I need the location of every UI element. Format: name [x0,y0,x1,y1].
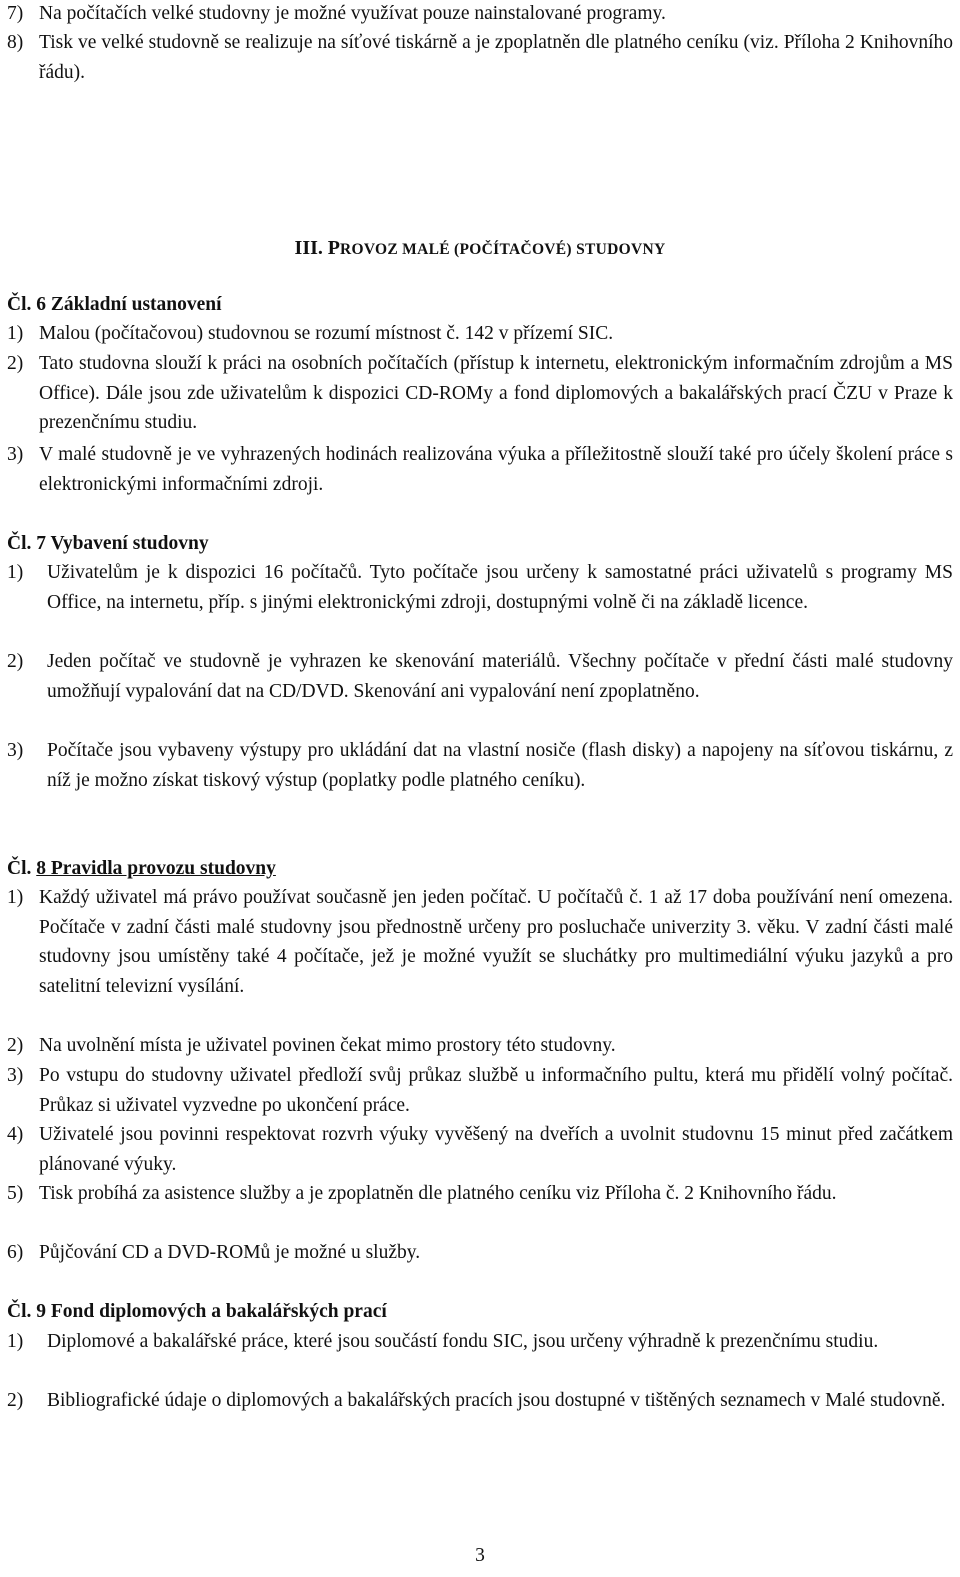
list-item [7,440,953,499]
section-heading [7,290,222,320]
item-number: 1) [7,887,24,908]
list-item [7,736,953,795]
item-text: Každý uživatel má právo používat současně jen jeden počítač. U počítačů č. 1 až 17 doba používání není omezena. Počítače v zadní části malé studovny jsou přednostně určeny pro posluchače univerzity 3. věku. V zadní části malé studovny jsou umístěny také 4 počítače, jež je možné využít se sluchátky pro multimediální výuku jazyků a pro satelitní televizní vysílání. [39,887,953,997]
section-prefix: Čl. [7,1301,32,1322]
section-prefix: Čl. [7,294,32,315]
item-text: Jeden počítač ve studovně je vyhrazen ke skenování materiálů. Všechny počítače v přední části malé studovny umožňují vypalování dat na CD/DVD. Skenování ani vypalování není zpoplatněno. [47,651,953,702]
item-number: 8) [7,32,24,53]
list-item [7,28,953,87]
item-text: Na počítačích velké studovny je možné využívat pouze nainstalované programy. [39,3,666,24]
list-item [7,1386,953,1416]
list-item [7,1238,953,1268]
list-item [7,883,953,1001]
item-number: 2) [7,353,24,374]
item-text: Půjčování CD a DVD-ROMů je možné u služby. [39,1242,421,1263]
chapter-title: ROVOZ MALÉ (POČÍTAČOVÉ) STUDOVNY [339,241,666,258]
item-text: Bibliografické údaje o diplomových a bakalářských pracích jsou dostupné v tištěných seznamech v Malé studovně. [47,1390,946,1411]
list-item [7,558,953,617]
item-text: Tisk ve velké studovně se realizuje na síťové tiskárně a je zpoplatněn dle platného ceníku (viz. Příloha 2 Knihovního řádu). [39,32,953,83]
item-number: 5) [7,1183,24,1204]
item-text: Po vstupu do studovny uživatel předloží svůj průkaz službě u informačního pultu, která mu přidělí volný počítač. Průkaz si uživatel vyzvedne po ukončení práce. [39,1065,953,1116]
chapter-initial: P [327,237,340,259]
item-number: 1) [7,323,24,344]
item-number: 1) [7,1331,24,1352]
item-number: 3) [7,740,24,761]
item-text: Tato studovna slouží k práci na osobních počítačích (přístup k internetu, elektronickým informačním zdrojům a MS Office). Dále jsou zde uživatelům k dispozici CD-ROMy a fond diplomových a bakalářských prací ČZU v Praze k prezenčnímu studiu. [39,353,953,433]
section-title: 9 Fond diplomových a bakalářských prací [36,1301,387,1322]
list-item [7,319,953,349]
section-prefix: Čl. [7,533,32,554]
item-text: Počítače jsou vybaveny výstupy pro ukládání dat na vlastní nosiče (flash disky) a napojeny na síťovou tiskárnu, z níž je možno získat tiskový výstup (poplatky podle platného ceníku). [47,740,953,791]
item-number: 2) [7,1390,24,1411]
section-title: 7 Vybavení studovny [36,533,209,554]
list-item [7,1031,953,1061]
item-text: Malou (počítačovou) studovnou se rozumí místnost č. 142 v přízemí SIC. [39,323,614,344]
item-text: Diplomové a bakalářské práce, které jsou součástí fondu SIC, jsou určeny výhradně k prezenčnímu studiu. [47,1331,879,1352]
section-heading [7,1297,387,1327]
section-heading [7,529,209,559]
page-number: 3 [475,1545,485,1566]
section-title: 8 Pravidla provozu studovny [36,858,276,879]
section-heading [7,854,276,884]
list-item [7,1120,953,1179]
list-item [7,1179,953,1209]
list-item [7,0,953,29]
list-item [7,349,953,438]
list-item [7,1061,953,1120]
item-text: Uživatelům je k dispozici 16 počítačů. Tyto počítače jsou určeny k samostatné práci uživatelů s programy MS Office, na internetu, příp. s jinými elektronickými zdroji, dostupnými volně či na základě licence. [47,562,953,613]
item-text: Na uvolnění místa je uživatel povinen čekat mimo prostory této studovny. [39,1035,616,1056]
item-text: V malé studovně je ve vyhrazených hodinách realizována výuka a příležitostně slouží také pro účely školení práce s elektronickými informačními zdroji. [39,444,953,495]
list-item [7,647,953,706]
item-text: Uživatelé jsou povinni respektovat rozvrh výuky vyvěšený na dveřích a uvolnit studovnu 15 minut před začátkem plánované výuky. [39,1124,953,1175]
item-number: 2) [7,651,24,672]
section-title: 6 Základní ustanovení [36,294,222,315]
chapter-roman: III. [294,237,323,259]
item-text: Tisk probíhá za asistence služby a je zpoplatněn dle platného ceníku viz Příloha č. 2 Knihovního řádu. [39,1183,837,1204]
section-prefix: Čl. [7,858,32,879]
item-number: 6) [7,1242,24,1263]
item-number: 7) [7,3,24,24]
item-number: 2) [7,1035,24,1056]
chapter-heading [0,233,960,265]
item-number: 3) [7,444,24,465]
item-number: 1) [7,562,24,583]
item-number: 4) [7,1124,24,1145]
list-item [7,1327,953,1357]
item-number: 3) [7,1065,24,1086]
